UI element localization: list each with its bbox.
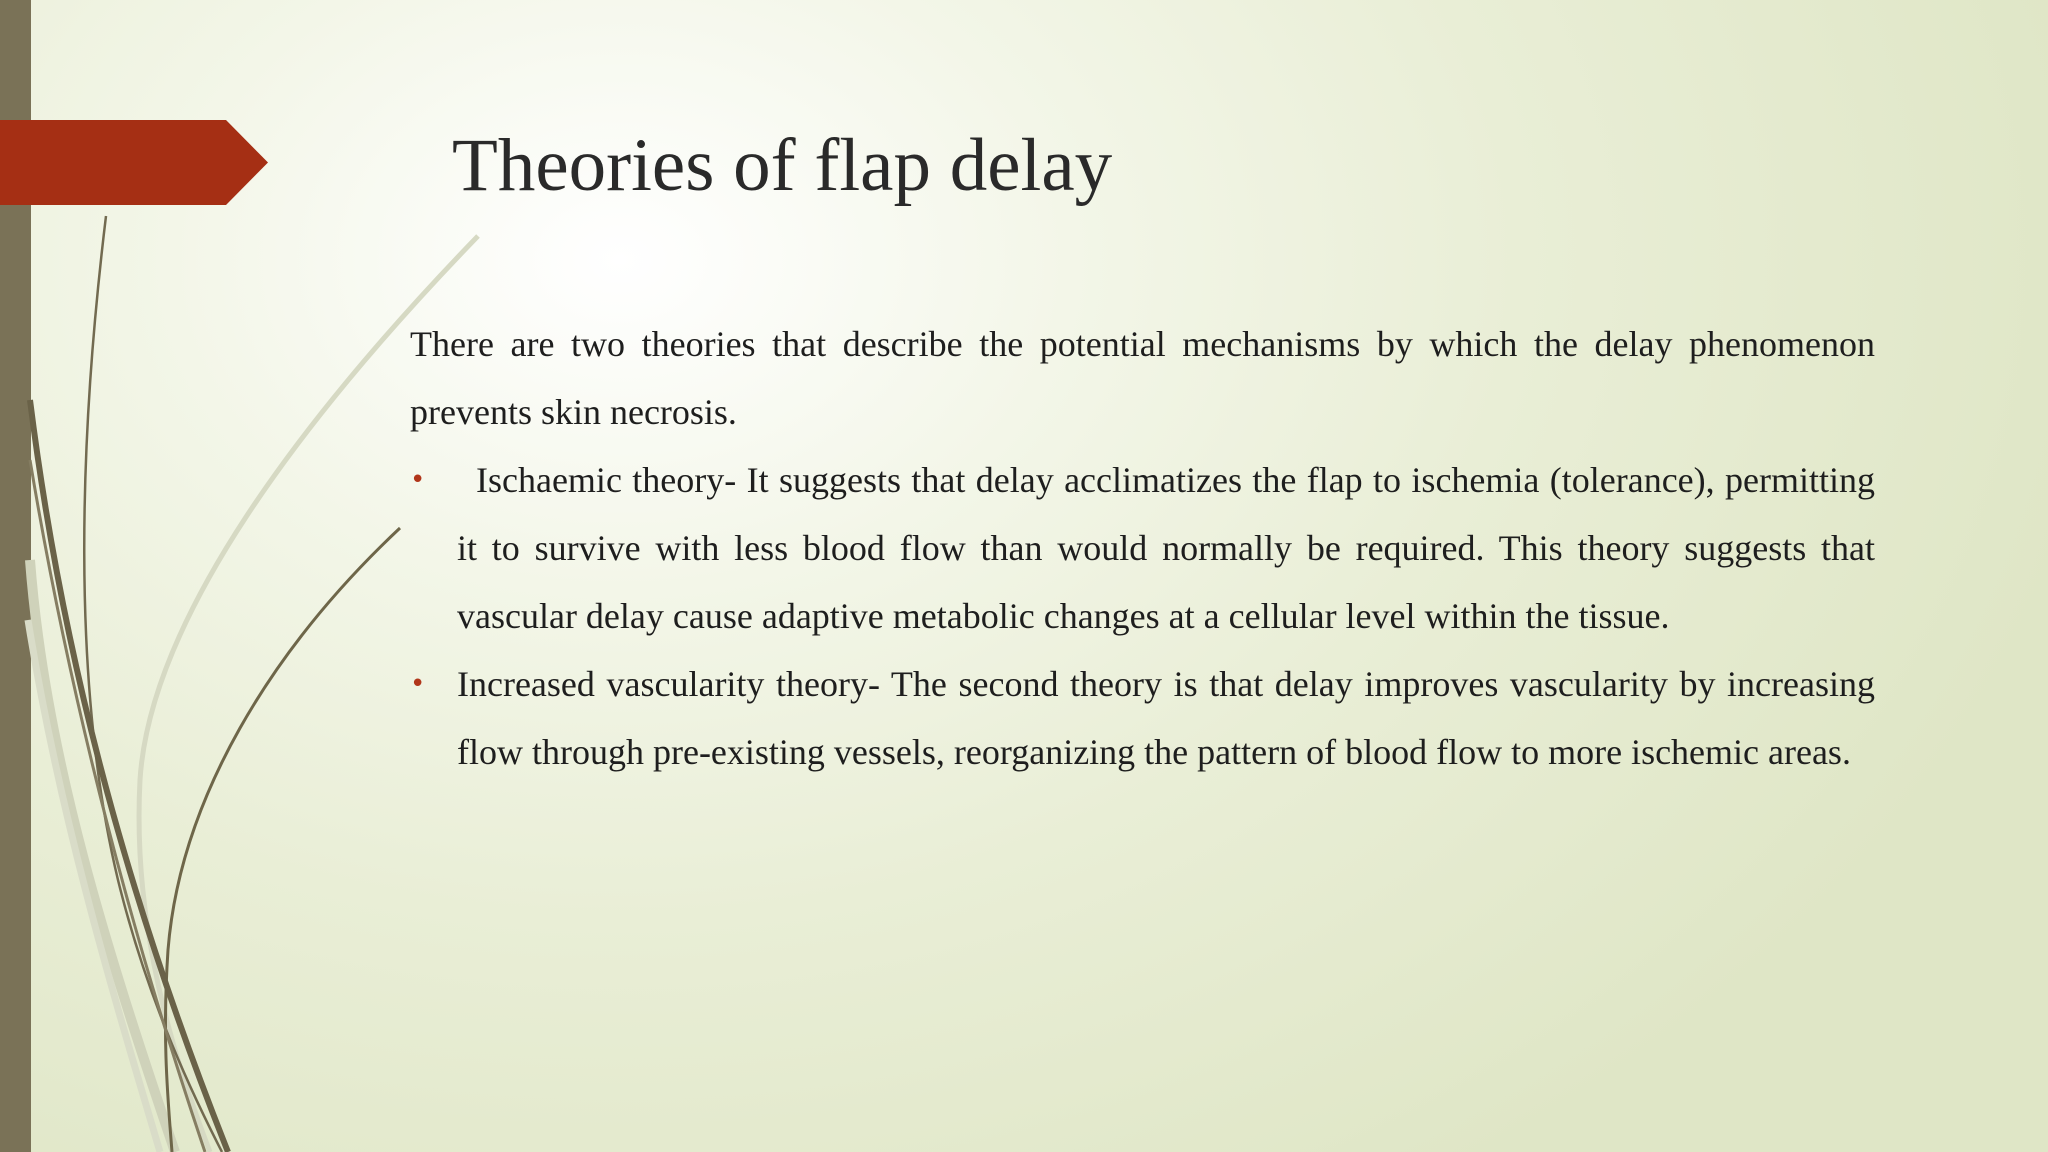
- bullet-item-ischaemic-theory: [410, 446, 1875, 650]
- decor-curve-dark-2: [165, 528, 400, 1152]
- slide-body: [410, 310, 1875, 786]
- bullet-list: [410, 446, 1875, 786]
- decor-curve-dark-3: [30, 400, 228, 1152]
- bullet-item-increased-vascularity-theory: [410, 650, 1875, 786]
- bullet-icon: •: [410, 669, 426, 699]
- bullet-text: Increased vascularity theory- The second theory is that delay improves vascularity by increasing flow through pre-existing vessels, reorganizing the pattern of blood flow to more ischemic areas.: [457, 664, 1875, 772]
- decor-curve-dark-4: [30, 460, 205, 1152]
- bullet-icon: •: [410, 465, 426, 495]
- decor-curve-dark-1: [84, 216, 222, 1152]
- decor-curve-light-3: [28, 620, 160, 1152]
- decor-curve-light-2: [30, 560, 175, 1152]
- title-arrow-tab: [0, 120, 268, 205]
- slide-title: Theories of flap delay: [452, 124, 1113, 207]
- bullet-text: Ischaemic theory- It suggests that delay acclimatizes the flap to ischemia (tolerance), permitting it to survive with less blood flow than would normally be required. This theory suggests that vascular delay cause adaptive metabolic changes at a cellular level within the tissue.: [457, 460, 1875, 636]
- intro-paragraph: There are two theories that describe the potential mechanisms by which the delay phenomenon prevents skin necrosis.: [410, 324, 1875, 432]
